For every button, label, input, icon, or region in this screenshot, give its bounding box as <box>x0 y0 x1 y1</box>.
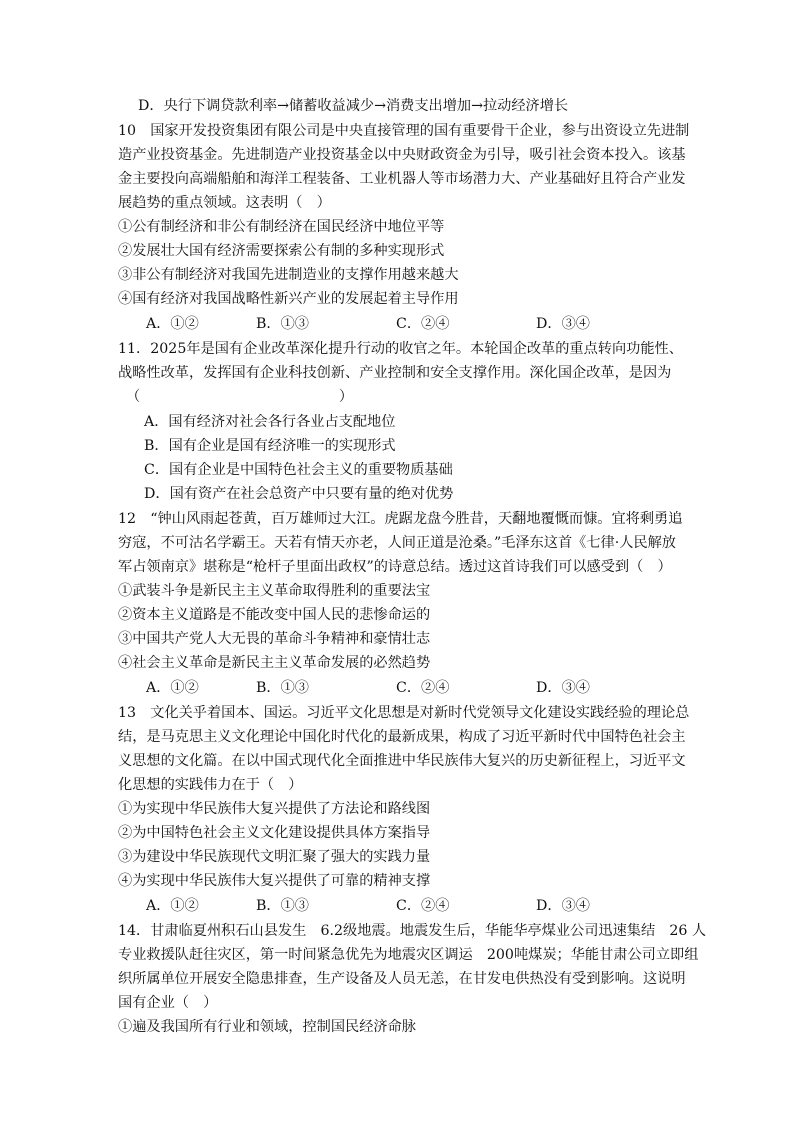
q11-option-c[interactable]: C．国有企业是中国特色社会主义的重要物质基础 <box>144 462 453 478</box>
q12-statement: ②资本主义道路是不能改变中国人民的悲惨命运的 <box>118 607 431 623</box>
q11-option-d[interactable]: D．国有资产在社会总资产中只要有量的绝对优势 <box>144 486 454 502</box>
q10-statement: ①公有制经济和非公有制经济在国民经济中地位平等 <box>118 219 445 235</box>
q13-stem-line: 化思想的实践伟力在于（ ） <box>118 777 303 793</box>
q10-statement: ②发展壮大国有经济需要探索公有制的多种实现形式 <box>118 243 445 259</box>
q10-stem-line: 10 国家开发投资集团有限公司是中央直接管理的国有重要骨干企业，参与出资设立先进制 <box>118 123 690 139</box>
q12-statement: ④社会主义革命是新民主主义革命发展的必然趋势 <box>118 655 431 671</box>
q13-statement: ①为实现中华民族伟大复兴提供了方法论和路线图 <box>118 801 431 817</box>
q14-stem-line: 国有企业（ ） <box>118 995 218 1011</box>
q14-stem-line: 14．甘肃临夏州积石山县发生 6.2级地震。地震发生后，华能华亭煤业公司迅速集结 26 人 <box>118 923 707 939</box>
q13-statement: ③为建设中华民族现代文明汇聚了强大的实践力量 <box>118 849 431 865</box>
q10-option-d[interactable]: D．③④ <box>536 316 590 332</box>
q12-option-d[interactable]: D．③④ <box>536 680 590 696</box>
q14-stem-line: 织所属单位开展安全隐患排查，生产设备及人员无恙，在甘发电供热没有受到影响。这说明 <box>118 971 686 987</box>
q12-stem-line: 军占领南京》堪称是“枪杆子里面出政权”的诗意总结。透过这首诗我们可以感受到（ ） <box>118 559 672 575</box>
q9-option-d: D．央行下调贷款利率→储蓄收益减少→消费支出增加→拉动经济增长 <box>138 98 569 114</box>
q10-stem-line: 金主要投向高端船舶和海洋工程装备、工业机器人等市场潜力大、产业基础好且符合产业发 <box>118 171 686 187</box>
q10-stem-line: 造产业投资基金。先进制造产业投资基金以中央财政资金为引导，吸引社会资本投入。该基 <box>118 147 686 163</box>
q11-stem-line: 战略性改革，发挥国有企业科技创新、产业控制和安全支撑作用。深化国企改革，是因为 <box>118 365 672 381</box>
q11-stem-line: 11．2025年是国有企业改革深化提升行动的收官之年。本轮国企改革的重点转向功能性、 <box>118 341 683 357</box>
q10-option-b[interactable]: B．①③ <box>256 316 309 332</box>
q11-option-a[interactable]: A．国有经济对社会各行各业占支配地位 <box>144 414 396 430</box>
q13-option-a[interactable]: A．①② <box>146 898 199 914</box>
q14-statement: ①遍及我国所有行业和领域，控制国民经济命脉 <box>118 1019 416 1035</box>
q12-options <box>0 678 700 698</box>
q12-stem-line: 12 “钟山风雨起苍黄，百万雄师过大江。虎踞龙盘今胜昔，天翻地覆慨而慷。宜将剩勇追 <box>118 511 683 527</box>
q10-option-c[interactable]: C．②④ <box>396 316 450 332</box>
q10-options <box>0 314 700 334</box>
q12-statement: ①武装斗争是新民主主义革命取得胜利的重要法宝 <box>118 583 431 599</box>
q13-stem-line: 结，是马克思主义文化理论中国化时代化的最新成果，构成了习近平新时代中国特色社会主 <box>118 729 686 745</box>
q13-option-c[interactable]: C．②④ <box>396 898 450 914</box>
q13-statement: ④为实现中华民族伟大复兴提供了可靠的精神支撑 <box>118 873 431 889</box>
q13-option-b[interactable]: B．①③ <box>256 898 309 914</box>
q12-option-a[interactable]: A．①② <box>146 680 199 696</box>
q13-statement: ②为中国特色社会主义文化建设提供具体方案指导 <box>118 825 431 841</box>
q10-statement: ④国有经济对我国战略性新兴产业的发展起着主导作用 <box>118 291 459 307</box>
q10-statement: ③非公有制经济对我国先进制造业的支撑作用越来越大 <box>118 267 459 283</box>
q11-answer-blank: （ ） <box>126 389 354 405</box>
q13-options <box>0 896 700 916</box>
q13-stem-line: 义思想的文化篇。在以中国式现代化全面推进中华民族伟大复兴的历史新征程上，习近平文 <box>118 753 686 769</box>
q10-stem-line: 展趋势的重点领域。这表明（ ） <box>118 195 331 211</box>
q12-stem-line: 穷寇，不可沽名学霸王。天若有情天亦老，人间正道是沧桑。”毛泽东这首《七律·人民解放 <box>118 535 676 551</box>
q14-stem-line: 专业救援队赶往灾区，第一时间紧急优先为地震灾区调运 200吨煤炭；华能甘肃公司立即组 <box>118 947 699 963</box>
q11-option-b[interactable]: B．国有企业是国有经济唯一的实现形式 <box>144 438 396 454</box>
q12-option-c[interactable]: C．②④ <box>396 680 450 696</box>
q10-option-a[interactable]: A．①② <box>146 316 199 332</box>
q13-stem-line: 13 文化关乎着国本、国运。习近平文化思想是对新时代党领导文化建设实践经验的理论总 <box>118 705 690 721</box>
q13-option-d[interactable]: D．③④ <box>536 898 590 914</box>
q12-statement: ③中国共产党人大无畏的革命斗争精神和豪情壮志 <box>118 631 431 647</box>
q12-option-b[interactable]: B．①③ <box>256 680 309 696</box>
